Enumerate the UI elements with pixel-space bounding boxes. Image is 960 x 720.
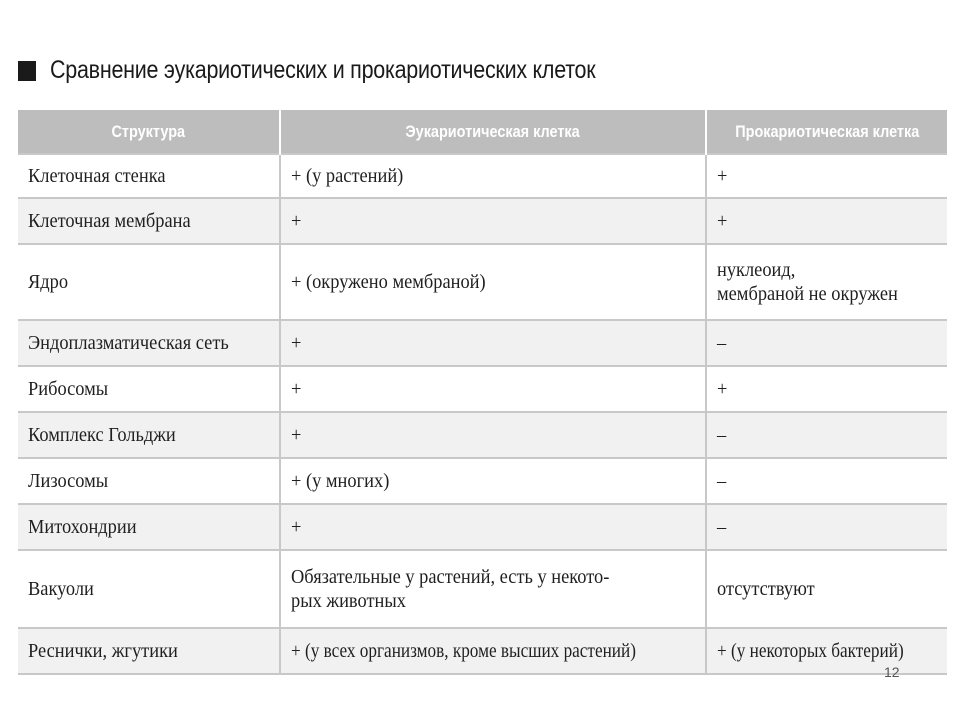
- table-row: [18, 244, 947, 320]
- prokaryotic-cell: +: [706, 366, 947, 412]
- prokaryotic-cell: отсутствуют: [706, 550, 947, 628]
- structure-cell: Клеточная мембрана: [18, 198, 280, 244]
- table-row: [18, 504, 947, 550]
- prokaryotic-cell: + (у некоторых бактерий): [706, 628, 947, 674]
- table-row: [18, 458, 947, 504]
- table-row: [18, 412, 947, 458]
- eukaryotic-cell: +: [280, 320, 706, 366]
- table-row: [18, 550, 947, 628]
- header-eukaryotic: Эукариотическая клетка: [280, 110, 706, 154]
- eukaryotic-cell: +: [280, 198, 706, 244]
- header-structure: Структура: [18, 110, 280, 154]
- eukaryotic-cell: +: [280, 504, 706, 550]
- structure-cell: Митохондрии: [18, 504, 280, 550]
- table-header-row: [18, 110, 947, 154]
- structure-cell: Клеточная стенка: [18, 154, 280, 198]
- prokaryotic-cell: +: [706, 154, 947, 198]
- table-row: [18, 198, 947, 244]
- eukaryotic-cell: + (у всех организмов, кроме высших растений): [280, 628, 706, 674]
- table-row: [18, 628, 947, 674]
- structure-cell: Эндоплазматическая сеть: [18, 320, 280, 366]
- heading-bullet-square: [18, 61, 36, 81]
- structure-cell: Комплекс Гольджи: [18, 412, 280, 458]
- table-row: [18, 154, 947, 198]
- page-title: Сравнение эукариотических и прокариотических клеток: [50, 56, 596, 84]
- structure-cell: Вакуоли: [18, 550, 280, 628]
- eukaryotic-cell: + (у многих): [280, 458, 706, 504]
- prokaryotic-cell: –: [706, 320, 947, 366]
- prokaryotic-cell: +: [706, 198, 947, 244]
- prokaryotic-cell: –: [706, 504, 947, 550]
- header-prokaryotic: Прокариотическая клетка: [706, 110, 947, 154]
- prokaryotic-cell: –: [706, 412, 947, 458]
- table-row: [18, 366, 947, 412]
- prokaryotic-cell: нуклеоид, мембраной не окружен: [706, 244, 947, 320]
- structure-cell: Лизосомы: [18, 458, 280, 504]
- eukaryotic-cell: + (у растений): [280, 154, 706, 198]
- section-heading: [18, 56, 684, 85]
- page-number: 12: [884, 664, 900, 680]
- eukaryotic-cell: +: [280, 366, 706, 412]
- structure-cell: Рибосомы: [18, 366, 280, 412]
- eukaryotic-cell: +: [280, 412, 706, 458]
- table-row: [18, 320, 947, 366]
- eukaryotic-cell: + (окружено мембраной): [280, 244, 706, 320]
- comparison-table: [18, 110, 947, 675]
- structure-cell: Ядро: [18, 244, 280, 320]
- structure-cell: Реснички, жгутики: [18, 628, 280, 674]
- eukaryotic-cell: Обязательные у растений, есть у некото- рых животных: [280, 550, 706, 628]
- prokaryotic-cell: –: [706, 458, 947, 504]
